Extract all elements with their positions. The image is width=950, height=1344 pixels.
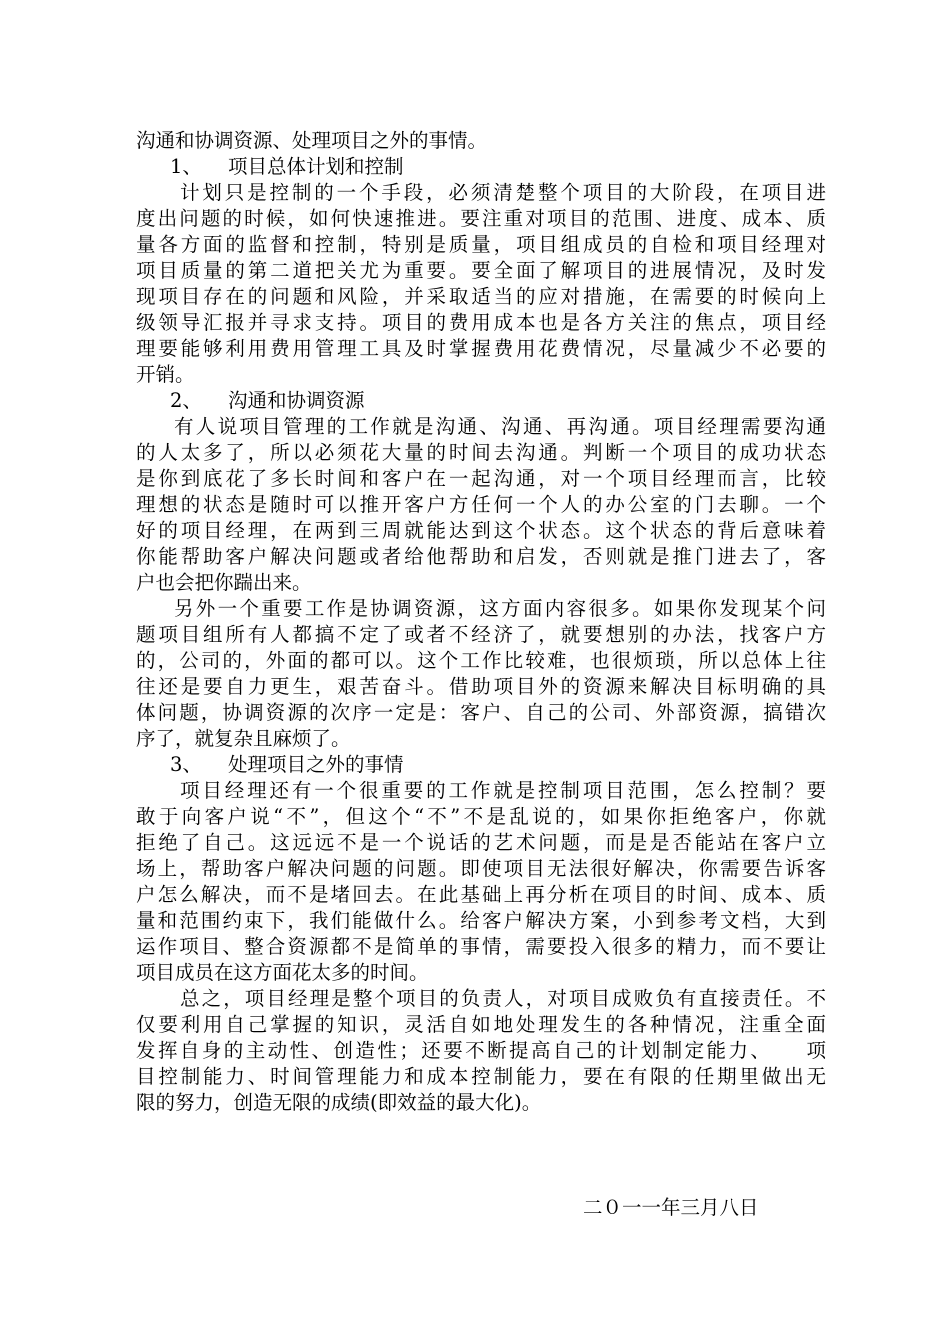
section-2-para1-line: 户也会把你踹出来。 — [136, 571, 312, 594]
section-2-para1-line: 好的项目经理，在两到三周就能达到这个状态。这个状态的背后意味着 — [136, 519, 826, 542]
summary-line: 发挥自身的主动性、创造性；还要不断提高自己的计划制定能力、 项 — [136, 1039, 826, 1062]
section-1-line: 开销。 — [136, 363, 195, 386]
section-3-line: 运作项目、整合资源都不是简单的事情，需要投入很多的精力，而不要让 — [136, 935, 826, 958]
section-2-para2-line: 往还是要自力更生，艰苦奋斗。借助项目外的资源来解决目标明确的具 — [136, 675, 826, 698]
section-1-line: 理要能够利用费用管理工具及时掌握费用花费情况，尽量减少不必要的 — [136, 337, 826, 360]
section-2-para1-line: 你能帮助客户解决问题或者给他帮助和启发，否则就是推门进去了，客 — [136, 545, 826, 568]
section-3-line: 户怎么解决，而不是堵回去。在此基础上再分析在项目的时间、成本、质 — [136, 883, 826, 906]
section-1-line: 量各方面的监督和控制，特别是质量，项目组成员的自检和项目经理对 — [136, 233, 826, 256]
section-1-line: 度出问题的时候，如何快速推进。要注重对项目的范围、进度、成本、质 — [136, 207, 826, 230]
section-2-heading — [170, 388, 860, 414]
section-3-line: 项目成员在这方面花太多的时间。 — [136, 961, 429, 984]
section-2-para2-line: 的，公司的，外面的都可以。这个工作比较难，也很烦琐，所以总体上往 — [136, 649, 826, 672]
section-2-para1-line: 有人说项目管理的工作就是沟通、沟通、再沟通。项目经理需要沟通 — [174, 415, 826, 438]
summary-line: 仅要利用自己掌握的知识，灵活自如地处理发生的各种情况，注重全面 — [136, 1013, 826, 1036]
section-1-line: 项目质量的第二道把关尤为重要。要全面了解项目的进展情况，及时发 — [136, 259, 826, 282]
document-date: 二０一一年三月八日 — [583, 1196, 759, 1219]
summary-line: 总之，项目经理是整个项目的负责人，对项目成败负有直接责任。不 — [180, 987, 826, 1010]
section-3-line: 敢于向客户说“不”，但这个“不”不是乱说的，如果你拒绝客户，你就 — [136, 805, 826, 828]
section-3-number: 3、 — [170, 753, 202, 776]
summary-line: 限的努力，创造无限的成绩(即效益的最大化)。 — [136, 1091, 542, 1114]
section-2-para2-line: 体问题，协调资源的次序一定是：客户、自己的公司、外部资源，搞错次 — [136, 701, 826, 724]
section-1-title: 项目总体计划和控制 — [228, 155, 404, 178]
section-2-para2-line: 序了，就复杂且麻烦了。 — [136, 727, 351, 750]
section-2-para2-line: 题项目组所有人都搞不定了或者不经济了，就要想别的办法，找客户方 — [136, 623, 826, 646]
section-3-heading — [170, 752, 860, 778]
section-3-line: 量和范围约束下，我们能做什么。给客户解决方案，小到参考文档，大到 — [136, 909, 826, 932]
summary-line: 目控制能力、时间管理能力和成本控制能力，要在有限的任期里做出无 — [136, 1065, 826, 1088]
section-2-para1-line: 的人太多了，所以必须花大量的时间去沟通。判断一个项目的成功状态 — [136, 441, 826, 464]
section-3-title: 处理项目之外的事情 — [228, 753, 404, 776]
section-3-line: 拒绝了自己。这远远不是一个说话的艺术问题，而是是否能站在客户立 — [136, 831, 826, 854]
section-1-number: 1、 — [170, 155, 202, 178]
section-1-line: 计划只是控制的一个手段，必须清楚整个项目的大阶段，在项目进 — [180, 181, 826, 204]
section-1-line: 现项目存在的问题和风险，并采取适当的应对措施，在需要的时候向上 — [136, 285, 826, 308]
section-2-para1-line: 是你到底花了多长时间和客户在一起沟通，对一个项目经理而言，比较 — [136, 467, 826, 490]
section-1-heading — [170, 154, 860, 180]
section-2-title: 沟通和协调资源 — [228, 389, 365, 412]
intro-line: 沟通和协调资源、处理项目之外的事情。 — [136, 129, 488, 152]
section-2-para1-line: 理想的状态是随时可以推开客户方任何一个人的办公室的门去聊。一个 — [136, 493, 826, 516]
section-1-line: 级领导汇报并寻求支持。项目的费用成本也是各方关注的焦点，项目经 — [136, 311, 826, 334]
section-2-number: 2、 — [170, 389, 202, 412]
section-3-line: 场上，帮助客户解决问题的问题。即使项目无法很好解决，你需要告诉客 — [136, 857, 826, 880]
section-3-line: 项目经理还有一个很重要的工作就是控制项目范围，怎么控制？要 — [180, 779, 826, 802]
section-2-para2-line: 另外一个重要工作是协调资源，这方面内容很多。如果你发现某个问 — [174, 597, 826, 620]
